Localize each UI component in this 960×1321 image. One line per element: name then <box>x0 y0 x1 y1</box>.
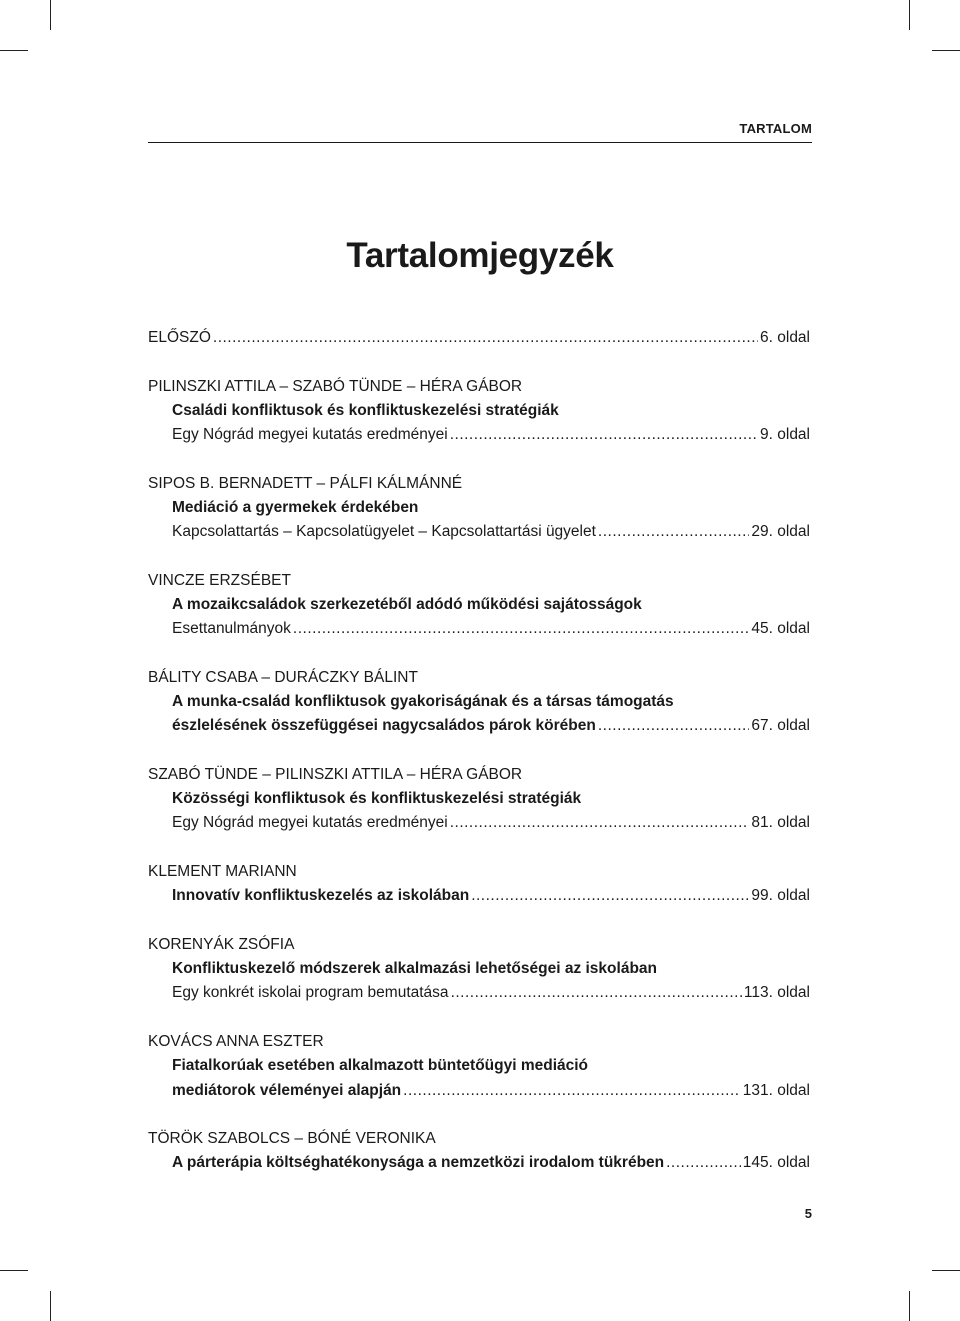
dot-leader <box>213 326 758 350</box>
crop-mark <box>50 0 51 30</box>
toc-page-ref: 131. oldal <box>742 1081 810 1099</box>
toc-author: TÖRÖK SZABOLCS – BÓNÉ VERONIKA <box>148 1130 436 1148</box>
toc-item[interactable] <box>172 617 810 641</box>
dot-leader <box>471 884 749 908</box>
crop-mark <box>932 50 960 51</box>
crop-mark <box>909 1291 910 1321</box>
toc-author: VINCZE ERZSÉBET <box>148 571 291 589</box>
toc-author: KORENYÁK ZSÓFIA <box>148 936 295 954</box>
toc-author: SZABÓ TÜNDE – PILINSZKI ATTILA – HÉRA GÁBOR <box>148 766 523 784</box>
crop-mark <box>932 1270 960 1271</box>
dot-leader <box>293 617 749 641</box>
toc-page-ref: 67. oldal <box>751 717 810 735</box>
toc-item-text: Egy Nógrád megyei kutatás eredményei <box>172 426 448 444</box>
toc-item-text: Egy Nógrád megyei kutatás eredményei <box>172 814 448 832</box>
toc-page-ref: 45. oldal <box>751 620 810 638</box>
toc-author: PILINSZKI ATTILA – SZABÓ TÜNDE – HÉRA GÁBOR <box>148 377 523 395</box>
toc-item[interactable] <box>172 884 810 908</box>
dot-leader <box>598 520 749 544</box>
toc-item-text: Innovatív konfliktuskezelés az iskolában <box>172 887 470 905</box>
toc-item-text: ELŐSZÓ <box>148 329 211 346</box>
toc-item-text: Esettanulmányok <box>172 620 291 638</box>
toc-author: KLEMENT MARIANN <box>148 863 297 881</box>
header-rule <box>148 142 812 143</box>
dot-leader <box>598 714 750 738</box>
toc-item[interactable] <box>172 520 810 544</box>
toc-item[interactable] <box>172 811 810 835</box>
toc-item[interactable] <box>172 714 810 738</box>
toc-page-ref: 6. oldal <box>760 329 810 346</box>
page-number: 5 <box>804 1206 812 1221</box>
crop-mark <box>50 1291 51 1321</box>
toc-title-line: Mediáció a gyermekek érdekében <box>172 498 419 516</box>
dot-leader <box>403 1079 741 1103</box>
dot-leader <box>666 1151 741 1175</box>
toc-item[interactable] <box>172 1079 810 1103</box>
toc-author: SIPOS B. BERNADETT – PÁLFI KÁLMÁNNÉ <box>148 474 463 492</box>
toc-title-line: A munka-család konfliktusok gyakoriságának és a társas támogatás <box>172 693 674 711</box>
toc-item-text: Kapcsolattartás – Kapcsolatügyelet – Kapcsolattartási ügyelet <box>172 523 596 541</box>
toc-page-ref: 81. oldal <box>751 814 810 832</box>
toc-title-line: Fiatalkorúak esetében alkalmazott büntetőügyi mediáció <box>172 1057 589 1075</box>
crop-mark <box>909 0 910 30</box>
toc-item[interactable] <box>172 423 810 447</box>
toc-title-line: Közösségi konfliktusok és konfliktuskezelési stratégiák <box>172 790 582 808</box>
toc-item[interactable] <box>172 1151 810 1175</box>
dot-leader <box>451 981 742 1005</box>
toc-page-ref: 99. oldal <box>751 887 810 905</box>
dot-leader <box>450 811 750 835</box>
toc-item-text: Egy konkrét iskolai program bemutatása <box>172 984 449 1002</box>
crop-mark <box>0 50 28 51</box>
toc-page-ref: 9. oldal <box>760 426 810 444</box>
toc-author: KOVÁCS ANNA ESZTER <box>148 1033 324 1051</box>
toc-item-text: A párterápia költséghatékonysága a nemzetközi irodalom tükrében <box>172 1154 665 1172</box>
toc-page-ref: 113. oldal <box>743 984 810 1002</box>
toc-item[interactable] <box>148 326 810 350</box>
page-title: Tartalomjegyzék <box>346 236 614 275</box>
crop-mark <box>0 1270 28 1271</box>
toc-page-ref: 145. oldal <box>742 1154 810 1172</box>
toc-page-ref: 29. oldal <box>751 523 810 541</box>
toc-item-text: észlelésének összefüggései nagycsaládos párok körében <box>172 717 596 735</box>
toc-author: BÁLITY CSABA – DURÁCZKY BÁLINT <box>148 669 418 686</box>
toc-item-text: mediátorok véleményei alapján <box>172 1081 402 1099</box>
toc-title-line: Konfliktuskezelő módszerek alkalmazási lehetőségei az iskolában <box>172 960 657 978</box>
toc-title-line: A mozaikcsaládok szerkezetéből adódó működési sajátosságok <box>172 596 642 614</box>
toc-item[interactable] <box>172 981 810 1005</box>
running-header: TARTALOM <box>739 121 812 136</box>
dot-leader <box>450 423 758 447</box>
toc-title-line: Családi konfliktusok és konfliktuskezelési stratégiák <box>172 401 559 419</box>
